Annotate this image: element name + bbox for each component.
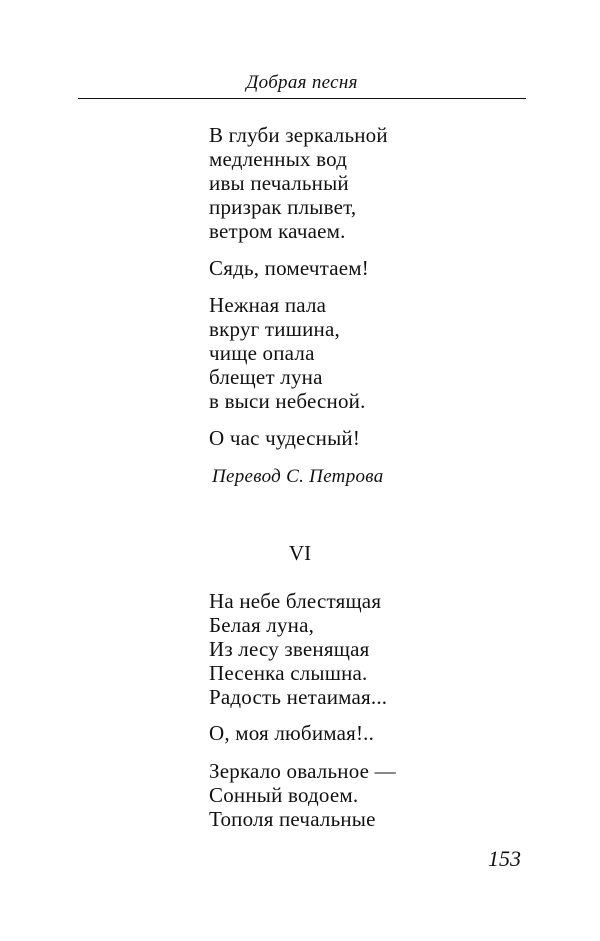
poem-line: Нежная пала	[209, 293, 327, 317]
poem-line: На небе блестящая	[209, 589, 382, 613]
poem-line: ивы печальный	[209, 171, 349, 195]
running-header-title: Добрая песня	[246, 72, 358, 93]
poem-line: вкруг тишина,	[209, 317, 340, 341]
poem-line: Песенка слышна.	[209, 661, 368, 685]
header-rule	[78, 98, 526, 99]
poem-line: Зеркало овальное —	[209, 759, 396, 783]
poem-line: призрак плывет,	[209, 195, 357, 219]
poem-line: Радость нетаимая...	[209, 685, 388, 709]
poem-line: блещет луна	[209, 365, 323, 389]
poem-line: ветром качаем.	[209, 219, 346, 243]
translator-credit: Перевод С. Петрова	[212, 466, 384, 487]
poem-line: Тополя печальные	[209, 807, 376, 831]
poem-line: чище опала	[209, 341, 315, 365]
poem-line: О, моя любимая!..	[209, 721, 375, 745]
section-number: VI	[288, 541, 312, 565]
poem-line: О час чудесный!	[209, 426, 361, 450]
poem-line: в выси небесной.	[209, 389, 366, 413]
poem-line: Из лесу звенящая	[209, 637, 370, 661]
poem-line: Сонный водоем.	[209, 783, 359, 807]
page-number: 153	[488, 846, 521, 871]
poem-line: медленных вод	[209, 147, 348, 171]
poem-line: Сядь, помечтаем!	[209, 256, 369, 280]
poem-line: В глуби зеркальной	[209, 123, 388, 147]
poem-line: Белая луна,	[209, 613, 315, 637]
